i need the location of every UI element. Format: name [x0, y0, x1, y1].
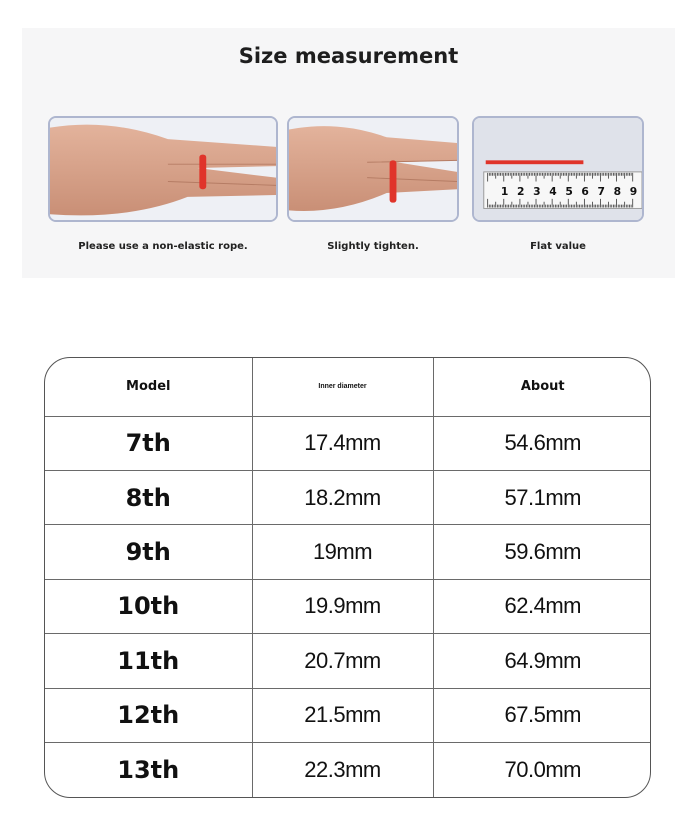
cell-about: 54.6mm	[433, 416, 651, 470]
cell-inner: 19mm	[252, 525, 433, 579]
ruler-number: 6	[581, 185, 589, 198]
step-photo-ruler	[472, 116, 644, 222]
table-header-row	[45, 358, 651, 416]
header-about: About	[433, 358, 651, 416]
table-row	[45, 634, 651, 688]
table-row	[45, 470, 651, 524]
flat-rope-line	[486, 160, 584, 164]
tighten-rope-illustration	[289, 118, 457, 220]
cell-model: 10th	[45, 579, 252, 633]
table-row	[45, 416, 651, 470]
step-photo-tighten	[287, 116, 459, 222]
cell-model: 9th	[45, 525, 252, 579]
step-caption-1: Please use a non-elastic rope.	[78, 241, 248, 252]
cell-model: 12th	[45, 688, 252, 742]
cell-model: 7th	[45, 416, 252, 470]
header-model: Model	[45, 358, 252, 416]
cell-model: 11th	[45, 634, 252, 688]
cell-inner: 18.2mm	[252, 470, 433, 524]
cell-about: 67.5mm	[433, 688, 651, 742]
step-photo-wrap-rope	[48, 116, 278, 222]
cell-model: 8th	[45, 470, 252, 524]
cell-about: 70.0mm	[504, 757, 581, 783]
table-row	[45, 743, 651, 797]
ruler-illustration	[474, 118, 642, 220]
ruler-number: 7	[597, 185, 606, 198]
cell-about: 59.6mm	[433, 525, 651, 579]
cell-about: 62.4mm	[433, 579, 651, 633]
header-inner-diameter: Inner diameter	[252, 358, 433, 416]
size-table	[44, 357, 651, 798]
table-row	[45, 579, 651, 633]
cell-about: 57.1mm	[433, 470, 651, 524]
page-title: Size measurement	[238, 44, 459, 68]
cell-inner: 17.4mm	[252, 416, 433, 470]
cell-inner: 20.7mm	[252, 634, 433, 688]
cell-inner: 22.3mm	[252, 743, 433, 797]
ruler-number: 4	[549, 185, 557, 198]
ruler-number: 9	[629, 185, 638, 198]
ruler-number: 8	[613, 185, 622, 198]
cell-inner: 21.5mm	[252, 688, 433, 742]
ruler-number: 5	[565, 185, 573, 198]
ruler-number: 2	[516, 185, 525, 198]
step-caption-3: Flat value	[530, 241, 586, 252]
table-row	[45, 525, 651, 579]
ruler-number: 3	[533, 185, 541, 198]
ruler-number: 1	[500, 185, 509, 198]
cell-inner: 19.9mm	[252, 579, 433, 633]
cell-model: 13th	[45, 743, 252, 797]
table-row	[45, 688, 651, 742]
step-caption-2: Slightly tighten.	[327, 241, 419, 252]
cell-about: 64.9mm	[433, 634, 651, 688]
finger-rope-illustration	[50, 118, 276, 220]
